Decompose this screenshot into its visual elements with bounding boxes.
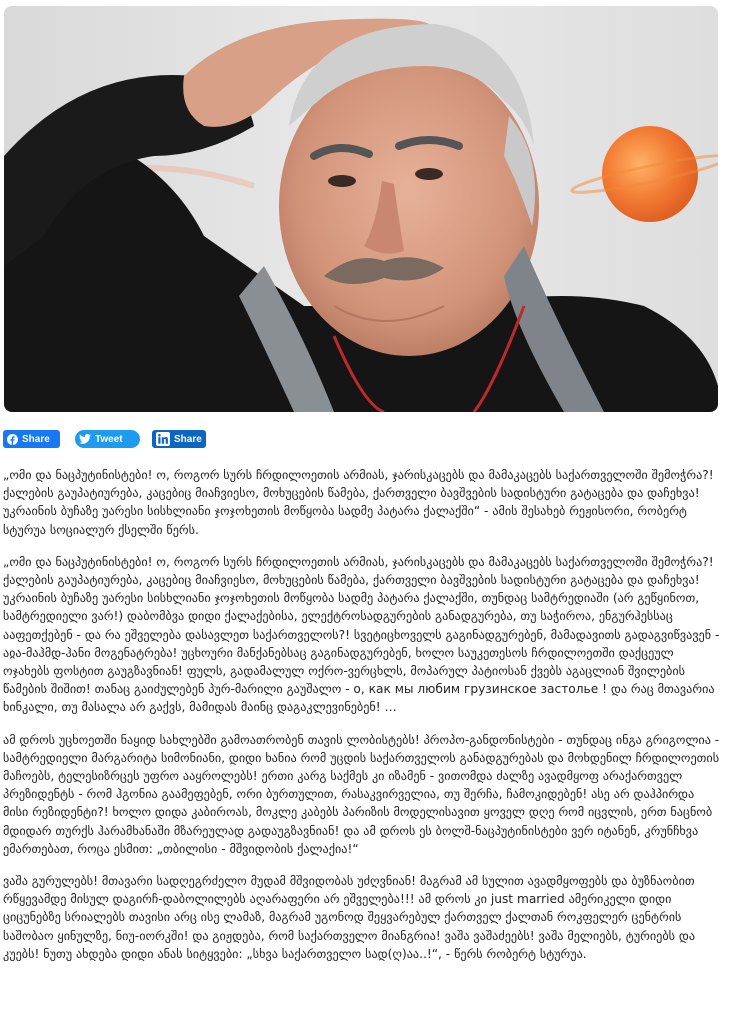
article-paragraph: „ომი და ნაცპუტინისტები! ო, როგორ სურს ჩრდილოეთის არმიას, ჯარისკაცებს და მამაკაცებს საქართველოში შემოჭრა?! ქალების გაუპატიურება, კაცებიც მიაჩვიესო, მოხუცების წამება, ქართველი ბავშვების სადისტური გატაცება და დაჩეხვა! უკრაინის ბუჩაზე უარესი სისხლიანი ჯოჯოხეთის მოწყობა სადმე პატარა ქალაქში, თუნდაც სამტრედიაში (არ გეწყინოთ, სამტრედიელი ვარ!) დაბომბვა დიდი ქალაქებისა, ელექტროსადგურების განადგურება, თუ საჭიროა, ენგურჰესსაც ააფეთქებენ - და რა ეშველება დასავლეთ საქართველოს?! სვეტიცხოველს გაგინადგურებენ, მამადავითს გადაგვიწვავენ - აჲა-მაჰმდ-ჰანი მოგენატრება! უცხოური მანქანებსაც გაგინადგურებენ, ხოლო საუკეთესოს ჩრდილოეთში დაქცეულ ოჯახებს ფოსტით გაუგზავნიან! ფულს, გადამალულ ოქრო-ვერცხლს, მოპარულ პატიოსან ქვებს აგაცლიან შვილების წამების შიშით! თანაც გაიძულებენ პურ-მარილი გაუშალო - о, как мы любим грузинское застолье ! და რაც მთავარია ხინკალი, თუ მასალა არ გაქვს, მამიდას მაინც დაგაკლევინებენ! … — [3, 554, 720, 715]
twitter-bird-icon — [79, 434, 91, 444]
article-paragraph: „ომი და ნაცპუტინისტები! ო, როგორ სურს ჩრდილოეთის არმიას, ჯარისკაცებს და მამაკაცებს საქართველოში შემოჭრა?! ქალების გაუპატიურება, კაცებიც მიაჩვიესო, მოხუცების წამება, ქართველი ბავშვების სადისტური გატაცება და დაჩეხვა! უკრაინის ბუჩაზე უარესი სისხლიანი ჯოჯოხეთის მოწყობა სადმე პატარა ქალაქში“ - ამის შესახებ რეჟისორი, რობერტ სტურუა სოციალურ ქსელში წერს. — [3, 468, 714, 537]
portrait-image — [4, 6, 718, 412]
article-paragraph: ვაშა გურულებს! მთავარი სადღეგრძელო მუდამ მშვიდობას უძღვნიან! მაგრამ ამ სულით ავადმყოფებს და ბუზნაობით რწყევამდე მისულ დაგირჩ-დაბოლილებს აღარაფერი არ ეშველება!!! ამ დროს კი just married ამერიკელი დიდი ციცუნებზე სრიალებს თავისი არც ისე ლამაზ, მაგრამ უგონოდ შეყვარებულ ქართველ ქალთან როკფელერ ცენტრის საშობაო ყინულზე, ნიუ-იორკში! და გიჟდება, რომ საქართველო მიანგრია! ვაშა ვაშაძეებს! ვაშა მელიებს, ტურიებს და კუებს! ნუთუ ახდება დიდი ანას სიტყვები: „სხვა საქართველო სად(ღ)აა..!“, - წერს რობერტ სტურუა. — [3, 874, 696, 961]
linkedin-share-label: Share — [174, 433, 202, 445]
twitter-tweet-button[interactable] — [75, 430, 140, 448]
article-photo — [4, 6, 718, 412]
facebook-icon — [7, 434, 18, 445]
article-paragraph: ამ დროს უცხოეთში ნაყიდ სახლებში გამოათრობენ თავის ლობისტებს! პროპო-განდონისტები - თუნდაც ინგა გრიგოლია - სამტრედიელი მარგარიტა სიმონიანი, დიდი ხანია რომ უცდის საქართველოს განადგურებას და მოხდენილ ჩრდილოეთის მაჩოებს, ტელესიზრცეს უფრო ააყროლებს! ერთი კარგ საქმეს კი იზამენ - ვითომდა ძალზე ავადმყოფ არაქართველ პრეზიდენტს - რომ ჰგონია გაამეფებენ, ორი ბურთულით, რასაკვირველია, თუ შერჩა, ჩამოკიდებენ! ასე არ დაჰპირდა მისი რეზიდენტი?! ხოლო დიდა კაბიროას, მოკლე კაბებს პარიზის მოდელისავით ყოველ დღე რომ იცვლის, ერთ ნაცნობ მდიდარ თურქს ჰარამხანაში მზარეულად გადაუგზავნიან! და ამ დროს ეს ბოლშ-ნაცპუტინისტები ვერ იტანენ, კრუნჩხვა ემართებათ, როცა ესმით: „თბილისი - მშვიდობის ქალაქია!“ — [3, 732, 720, 856]
facebook-share-button[interactable] — [3, 430, 60, 448]
twitter-tweet-label: Tweet — [95, 433, 123, 445]
facebook-share-label: Share — [22, 433, 50, 445]
linkedin-icon — [156, 432, 170, 446]
article-body — [3, 466, 723, 977]
linkedin-share-button[interactable] — [152, 430, 206, 448]
